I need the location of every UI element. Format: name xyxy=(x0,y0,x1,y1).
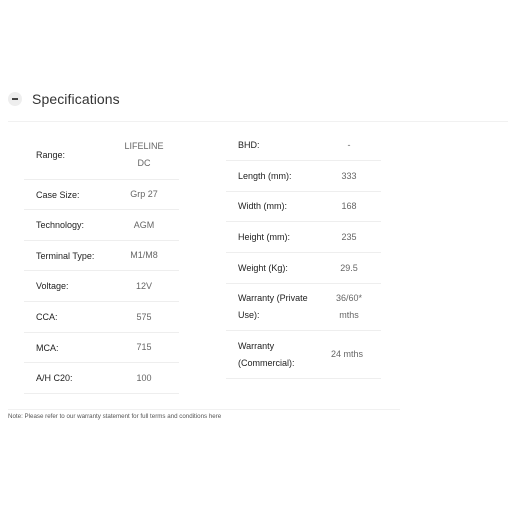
spec-value: M1/M8 xyxy=(130,250,158,260)
spec-row-ah-c20 xyxy=(24,363,179,394)
spec-label: MCA: xyxy=(36,342,59,353)
spec-table-left xyxy=(24,131,179,394)
spec-row-weight xyxy=(226,253,381,284)
spec-value: 168 xyxy=(341,201,357,211)
spec-label: Voltage: xyxy=(36,281,69,291)
spec-value: 24 mths xyxy=(330,349,363,359)
spec-value: 36/60* mths xyxy=(335,293,363,320)
spec-label: Warranty (Commercial): xyxy=(238,340,295,368)
spec-row-voltage xyxy=(24,271,179,302)
spec-value: 333 xyxy=(341,170,357,181)
spec-label: Width (mm): xyxy=(238,201,287,211)
section-title: Specifications xyxy=(32,91,120,107)
spec-value: 100 xyxy=(136,372,152,383)
spec-label: Height (mm): xyxy=(238,231,291,242)
spec-label: Case Size: xyxy=(36,189,80,200)
spec-label: Length (mm): xyxy=(238,170,292,181)
warranty-note: Note: Please refer to our warranty statement for full terms and conditions here xyxy=(8,413,222,420)
spec-row-technology xyxy=(24,210,179,241)
collapse-button[interactable] xyxy=(8,92,22,106)
spec-row-bhd xyxy=(226,131,381,161)
spec-label: CCA: xyxy=(36,312,58,322)
spec-row-warranty-private xyxy=(226,284,381,331)
spec-label: BHD: xyxy=(238,140,260,150)
spec-row-case-size xyxy=(24,180,179,210)
spec-label: Warranty (Private Use): xyxy=(238,293,308,320)
spec-row-length xyxy=(226,161,381,192)
spec-row-height xyxy=(226,222,381,253)
spec-value: AGM xyxy=(133,219,155,230)
spec-row-range xyxy=(24,131,179,180)
spec-value: - xyxy=(347,140,351,150)
minus-icon xyxy=(12,98,18,100)
spec-row-terminal-type xyxy=(24,241,179,271)
spec-label: Technology: xyxy=(36,220,85,230)
spec-row-cca xyxy=(24,302,179,333)
spec-label: A/H C20: xyxy=(36,373,73,383)
specifications-accordion-header[interactable] xyxy=(8,88,506,110)
spec-label: Range: xyxy=(36,150,66,160)
header-divider xyxy=(8,121,508,122)
spec-value: 235 xyxy=(341,231,357,242)
spec-value: Grp 27 xyxy=(130,189,158,199)
spec-value: 29.5 xyxy=(340,262,358,273)
spec-row-width xyxy=(226,192,381,222)
spec-table-right xyxy=(226,131,381,379)
spec-row-mca xyxy=(24,333,179,363)
note-divider xyxy=(8,409,400,410)
spec-label: Weight (Kg): xyxy=(238,262,288,273)
spec-value: 12V xyxy=(135,280,152,291)
spec-value: LIFELINE DC xyxy=(124,141,164,168)
spec-value: 575 xyxy=(136,311,152,322)
spec-row-warranty-commercial xyxy=(226,331,381,379)
spec-value: 715 xyxy=(136,342,152,352)
spec-label: Terminal Type: xyxy=(36,250,95,261)
